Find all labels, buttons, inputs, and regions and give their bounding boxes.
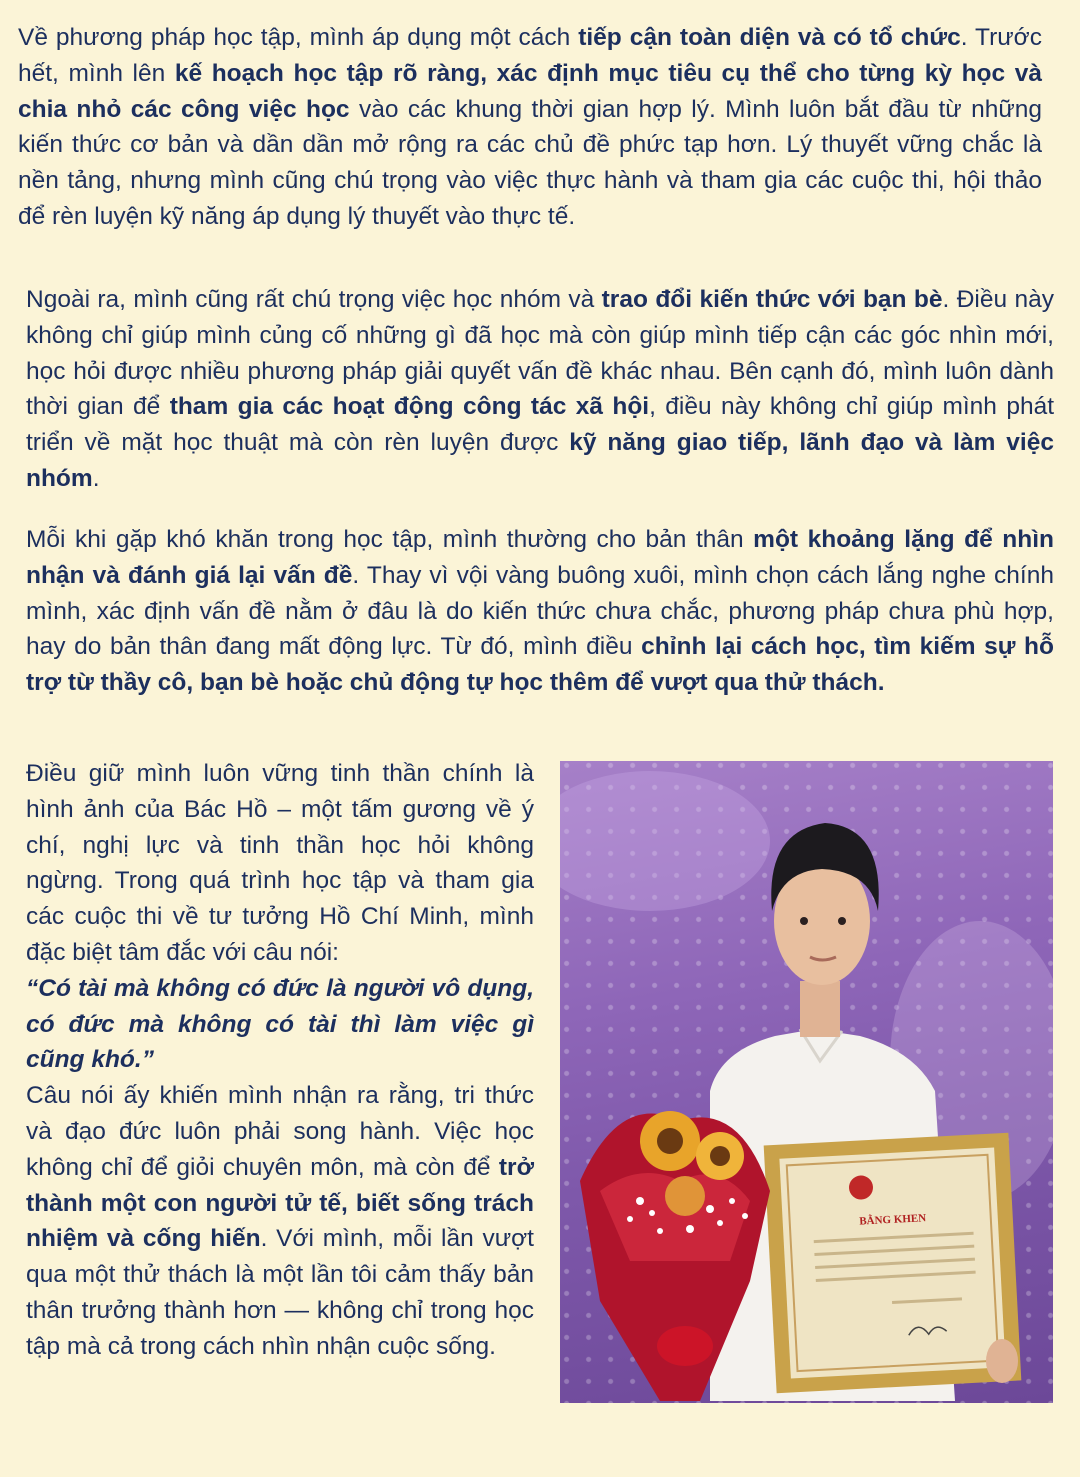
text-segment: Ngoài ra, mình cũng rất chú trọng việc học nhóm và <box>26 286 602 313</box>
text-segment: . <box>92 464 100 492</box>
bold-text: tham gia các hoạt động công tác xã hội <box>169 393 650 421</box>
text-segment: Câu nói ấy khiến mình nhận ra rằng, tri thức và đạo đức luôn phải song hành. Việc học không chỉ để giỏi chuyên môn, mà còn để <box>26 1082 534 1181</box>
bold-text: kỹ năng giao tiếp, lãnh đạo và làm việc nhóm <box>26 429 1054 492</box>
hand <box>986 1339 1018 1383</box>
photo-illustration <box>560 761 1053 1403</box>
bold-text: kế hoạch học tập rõ ràng, xác định mục tiêu cụ thể cho từng kỳ học và chia nhỏ các công việc học <box>18 59 1042 123</box>
eye <box>800 917 808 925</box>
paragraph-study-method <box>18 20 1042 235</box>
text-segment: Mỗi khi gặp khó khăn trong học tập, mình thường cho bản thân <box>26 526 754 553</box>
flower <box>665 1176 705 1216</box>
text-segment: Điều giữ mình luôn vững tinh thần chính là hình ảnh của Bác Hồ – một tấm gương về ý chí, nghị lực và tinh thần học hỏi không ngừng. Trong quá trình học tập và tham gia các cuộc thi về tư tưởng Hồ Chí Minh, mình đặc biệt tâm đắc với câu nói: <box>26 760 534 966</box>
text-segment: . Trước hết, mình lên <box>18 24 1042 87</box>
text-segment: vào các khung thời gian hợp lý. Mình luôn bắt đầu từ những kiến thức cơ bản và dần dần mở rộng ra các chủ đề phức tạp hơn. Lý thuyết vững chắc là nền tảng, nhưng mình cũng chú trọng vào việc thực hành và tham gia các cuộc thi, hội thảo để rèn luyện kỹ năng áp dụng lý thuyết vào thực tế. <box>18 95 1042 230</box>
text-segment: , điều này không chỉ giúp mình phát triển về mặt học thuật mà còn rèn luyện được <box>26 393 1055 457</box>
text-segment: . Điều này không chỉ giúp mình củng cố những gì đã học mà còn giúp mình tiếp cận các góc nhìn mới, học hỏi được nhiều phương pháp giải quyết vấn đề khác nhau. Bên cạnh đó, mình luôn dành thời gian để <box>26 286 1054 421</box>
bold-text: một khoảng lặng để nhìn nhận và đánh giá lại vấn đề <box>26 526 1054 589</box>
paragraph-difficulties <box>26 522 1054 701</box>
text-segment: . Với mình, mỗi lần vượt qua một thử thách là một lần tôi cảm thấy bản thân trưởng thành hơn — không chỉ trong học tập mà cả trong cách nhìn nhận cuộc sống. <box>26 1225 534 1360</box>
paragraph-uncle-ho <box>26 756 534 1365</box>
stage-light <box>560 771 770 911</box>
bold-text: tiếp cận toàn diện và có tổ chức <box>578 24 961 51</box>
bold-text: trao đổi kiến thức với bạn bè <box>601 286 943 313</box>
certificate-title: BẰNG KHEN <box>859 1212 927 1228</box>
bold-text: trở thành một con người tử tế, biết sống trách nhiệm và cống hiến <box>26 1153 534 1253</box>
quote-text: “Có tài mà không có đức là người vô dụng, có đức mà không có tài thì làm việc gì cũng khó.” <box>26 974 534 1074</box>
paragraph-group-study <box>26 282 1054 497</box>
student-award-photo <box>560 761 1053 1403</box>
text-segment: . Thay vì vội vàng buông xuôi, mình chọn cách lắng nghe chính mình, xác định vấn đề nằm ở đâu là do kiến thức chưa chắc, phương pháp chưa phù hợp, hay do bản thân đang mất động lực. Từ đó, mình điều <box>26 561 1054 661</box>
bold-text: chỉnh lại cách học, tìm kiếm sự hỗ trợ từ thầy cô, bạn bè hoặc chủ động tự học thêm để vượt qua thử thách. <box>26 633 1054 697</box>
text-segment: Về phương pháp học tập, mình áp dụng một cách <box>18 24 579 51</box>
eye <box>838 917 846 925</box>
neck <box>800 981 840 1037</box>
ribbon <box>657 1326 713 1366</box>
